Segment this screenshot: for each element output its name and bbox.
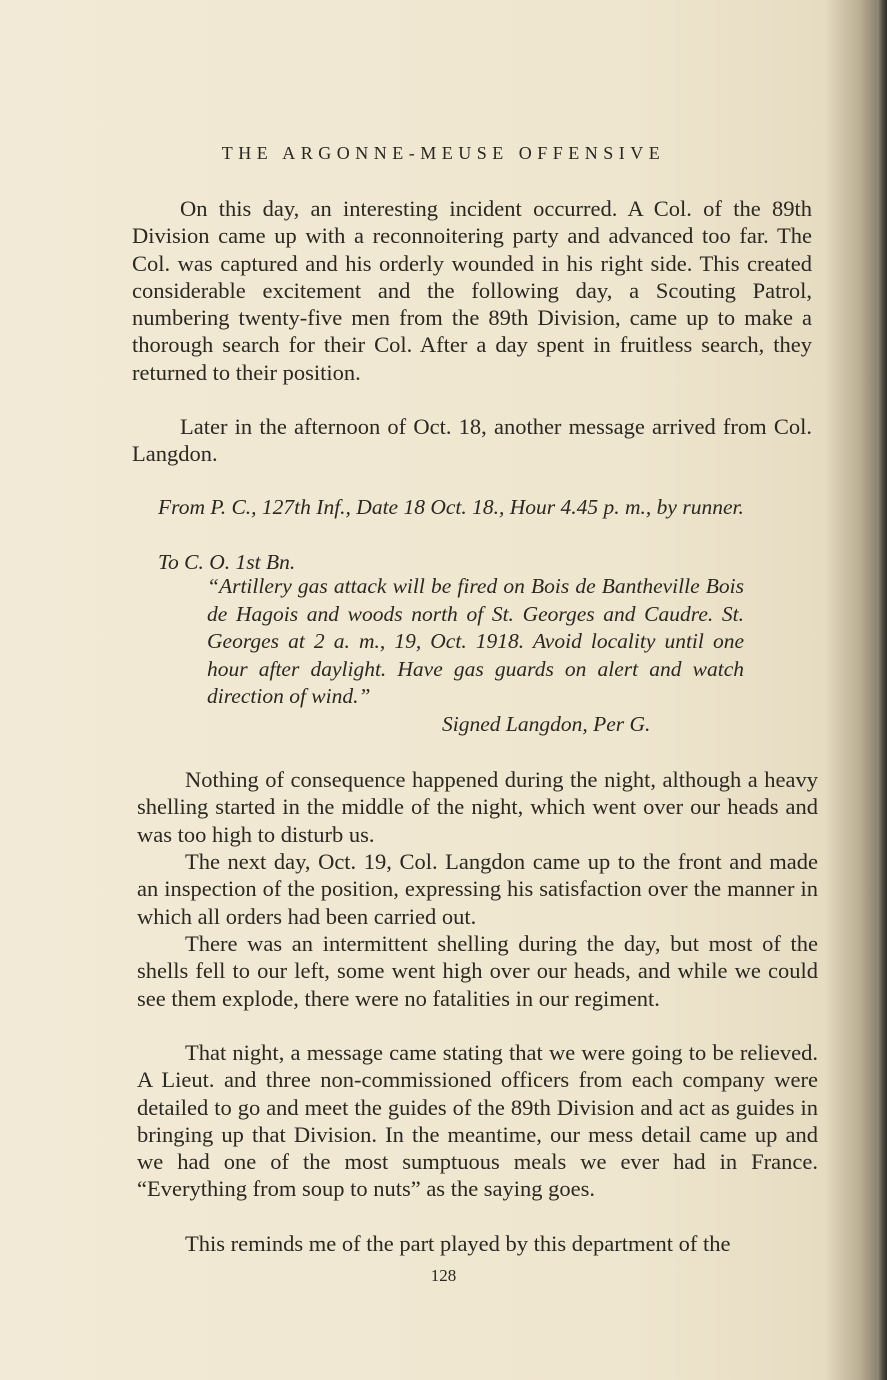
paragraph-relief-message: That night, a message came stating that we were going to be relieved. A Lieut. and three non-commissioned officers from each company were detailed to go and meet the guides of the 89th Division and act as guides in bringing up that Division. In the meantime, our mess detail came up and we had one of the most sumptuous meals we ever had in France. “Everything from soup to nuts” as the saying goes. (137, 1040, 818, 1202)
page-number: 128 (430, 1266, 457, 1285)
paragraph-mess-department: This reminds me of the part played by this department of the (185, 1231, 731, 1256)
message-signature: Signed Langdon, Per G. (442, 712, 651, 736)
message-from-line: From P. C., 127th Inf., Date 18 Oct. 18., Hour 4.45 p. m., by runner. (158, 495, 744, 519)
message-to-line: To C. O. 1st Bn. (158, 550, 296, 574)
paragraph-intermittent-shelling: There was an intermittent shelling during the day, but most of the shells fell to our left, some went high over our heads, and while we could see them explode, there were no fatalities in our regiment. (137, 931, 818, 1011)
paragraph-message-arrived: Later in the afternoon of Oct. 18, another message arrived from Col. Langdon. (132, 414, 812, 467)
paragraph-night-shelling: Nothing of consequence happened during the night, although a heavy shelling started in the middle of the night, which went over our heads and was too high to disturb us. (137, 767, 818, 847)
running-head: THE ARGONNE-MEUSE OFFENSIVE (221, 143, 666, 163)
paragraph-captured-colonel: On this day, an interesting incident occurred. A Col. of the 89th Division came up with a reconnoitering party and advanced too far. The Col. was captured and his orderly wounded in his right side. This created considerable excitement and the following day, a Scouting Patrol, numbering twenty-five men from the 89th Division, came up to make a thorough search for their Col. After a day spent in fruitless search, they returned to their position. (132, 196, 812, 385)
paragraph-inspection: The next day, Oct. 19, Col. Langdon came up to the front and made an inspection of the position, expressing his satisfaction over the manner in which all orders had been carried out. (137, 849, 818, 929)
message-body: “Artillery gas attack will be fired on Bois de Bantheville Bois de Hagois and woods north of St. Georges and Caudre. St. Georges at 2 a. m., 19, Oct. 1918. Avoid locality until one hour after daylight. Have gas guards on alert and watch direction of wind.” (207, 574, 744, 708)
page-edge-shadow (877, 0, 887, 1380)
